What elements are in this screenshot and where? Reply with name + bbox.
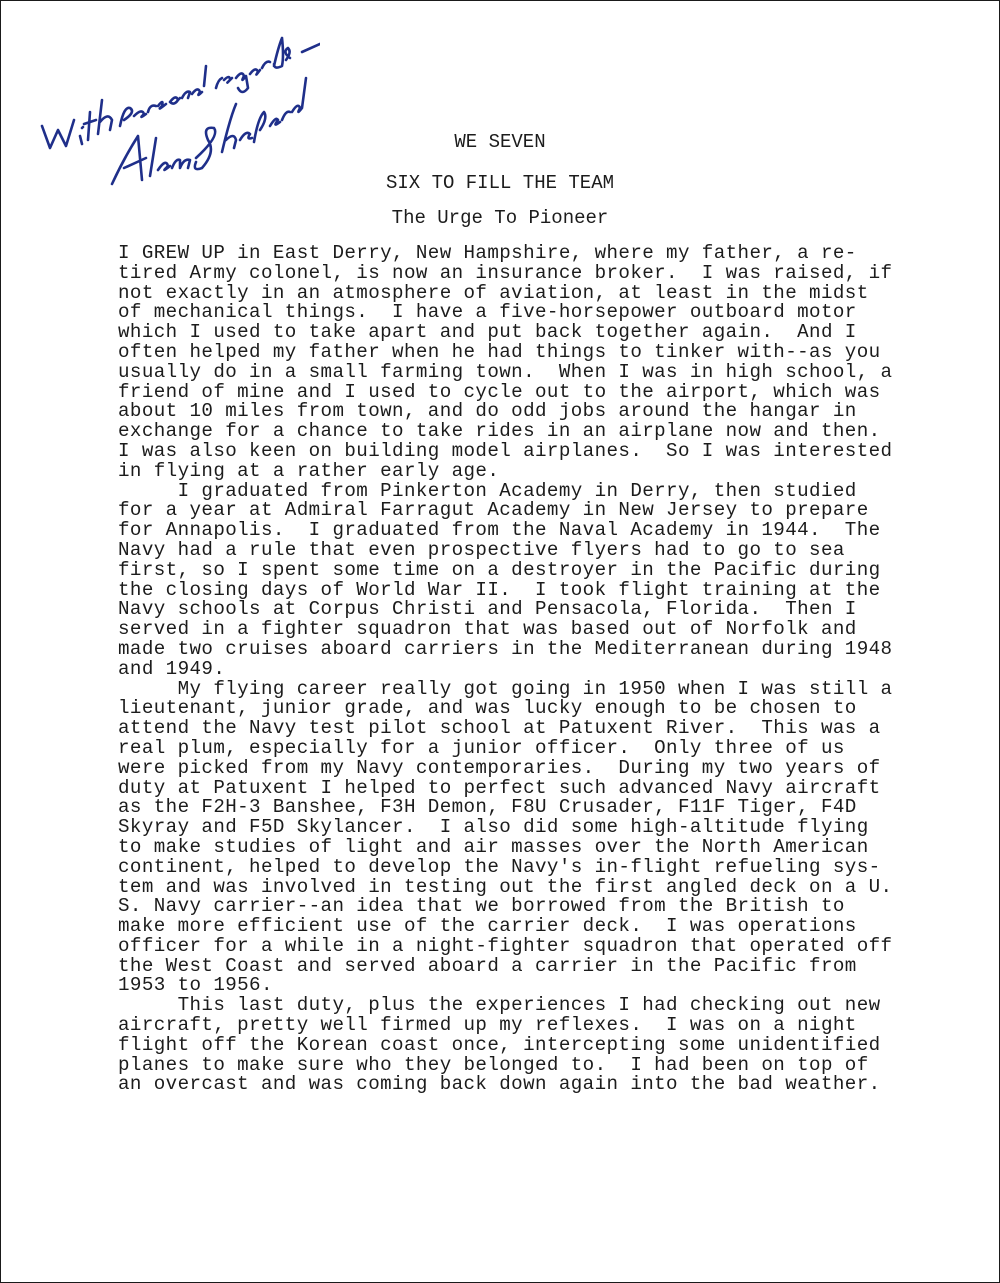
text-line: in flying at a rather early age. bbox=[118, 459, 500, 482]
text-line: flight off the Korean coast once, intercepting some unidentified bbox=[118, 1033, 881, 1056]
text-line: I graduated from Pinkerton Academy in Derry, then studied bbox=[118, 479, 857, 502]
text-line: I GREW UP in East Derry, New Hampshire, where my father, a re- bbox=[118, 242, 857, 264]
text-line: My flying career really got going in 1950 when I was still a bbox=[118, 677, 893, 700]
text-line: made two cruises aboard carriers in the Mediterranean during 1948 bbox=[118, 637, 893, 660]
text-line: as the F2H-3 Banshee, F3H Demon, F8U Crusader, F11F Tiger, F4D bbox=[118, 796, 857, 819]
text-line: continent, helped to develop the Navy's in-flight refueling sys- bbox=[118, 855, 881, 878]
text-line: for Annapolis. I graduated from the Naval Academy in 1944. The bbox=[118, 519, 881, 542]
text-line: often helped my father when he had things to tinker with--as you bbox=[118, 340, 881, 363]
text-line: tired Army colonel, is now an insurance broker. I was raised, if bbox=[118, 261, 893, 284]
text-line: attend the Navy test pilot school at Patuxent River. This was a bbox=[118, 717, 881, 740]
chapter-title: SIX TO FILL THE TEAM bbox=[385, 172, 615, 194]
text-line: not exactly in an atmosphere of aviation, at least in the midst bbox=[118, 281, 869, 304]
text-line: 1953 to 1956. bbox=[118, 974, 273, 997]
text-line: This last duty, plus the experiences I had checking out new bbox=[118, 994, 881, 1017]
text-line: friend of mine and I used to cycle out to the airport, which was bbox=[118, 380, 881, 403]
text-line: make more efficient use of the carrier deck. I was operations bbox=[118, 915, 857, 938]
text-line: exchange for a chance to take rides in an airplane now and then. bbox=[118, 420, 881, 443]
text-line: tem and was involved in testing out the first angled deck on a U. bbox=[118, 875, 893, 898]
document-title: WE SEVEN bbox=[454, 131, 546, 153]
text-line: duty at Patuxent I helped to perfect such advanced Navy aircraft bbox=[118, 776, 881, 799]
text-line: first, so I spent some time on a destroyer in the Pacific during bbox=[118, 558, 881, 581]
text-line: an overcast and was coming back down again into the bad weather. bbox=[118, 1073, 881, 1096]
text-line: about 10 miles from town, and do odd jobs around the hangar in bbox=[118, 400, 857, 423]
text-line: usually do in a small farming town. When I was in high school, a bbox=[118, 360, 893, 383]
text-line: the West Coast and served aboard a carrier in the Pacific from bbox=[118, 954, 857, 977]
text-line: officer for a while in a night-fighter squadron that operated off bbox=[118, 934, 893, 957]
body-text bbox=[118, 244, 998, 1095]
text-line: of mechanical things. I have a five-horsepower outboard motor bbox=[118, 301, 857, 324]
text-line: Navy schools at Corpus Christi and Pensacola, Florida. Then I bbox=[118, 598, 857, 621]
text-line: I was also keen on building model airplanes. So I was interested bbox=[118, 439, 893, 462]
text-line: planes to make sure who they belonged to. I had been on top of bbox=[118, 1053, 869, 1076]
text-line: real plum, especially for a junior officer. Only three of us bbox=[118, 736, 845, 759]
section-title: The Urge To Pioneer bbox=[391, 207, 609, 229]
text-line: Skyray and F5D Skylancer. I also did some high-altitude flying bbox=[118, 816, 869, 839]
text-line: lieutenant, junior grade, and was lucky enough to be chosen to bbox=[118, 697, 857, 720]
text-line: aircraft, pretty well firmed up my reflexes. I was on a night bbox=[118, 1014, 857, 1037]
text-line: for a year at Admiral Farragut Academy in New Jersey to prepare bbox=[118, 499, 869, 522]
text-line: were picked from my Navy contemporaries. During my two years of bbox=[118, 756, 881, 779]
text-line: Navy had a rule that even prospective flyers had to go to sea bbox=[118, 538, 845, 561]
text-line: and 1949. bbox=[118, 657, 226, 680]
text-line: to make studies of light and air masses over the North American bbox=[118, 835, 869, 858]
text-line: which I used to take apart and put back together again. And I bbox=[118, 321, 857, 344]
text-line: served in a fighter squadron that was based out of Norfolk and bbox=[118, 618, 857, 641]
text-line: the closing days of World War II. I took flight training at the bbox=[118, 578, 881, 601]
text-line: S. Navy carrier--an idea that we borrowed from the British to bbox=[118, 895, 845, 918]
inscription-line-2-strokes bbox=[112, 78, 306, 184]
